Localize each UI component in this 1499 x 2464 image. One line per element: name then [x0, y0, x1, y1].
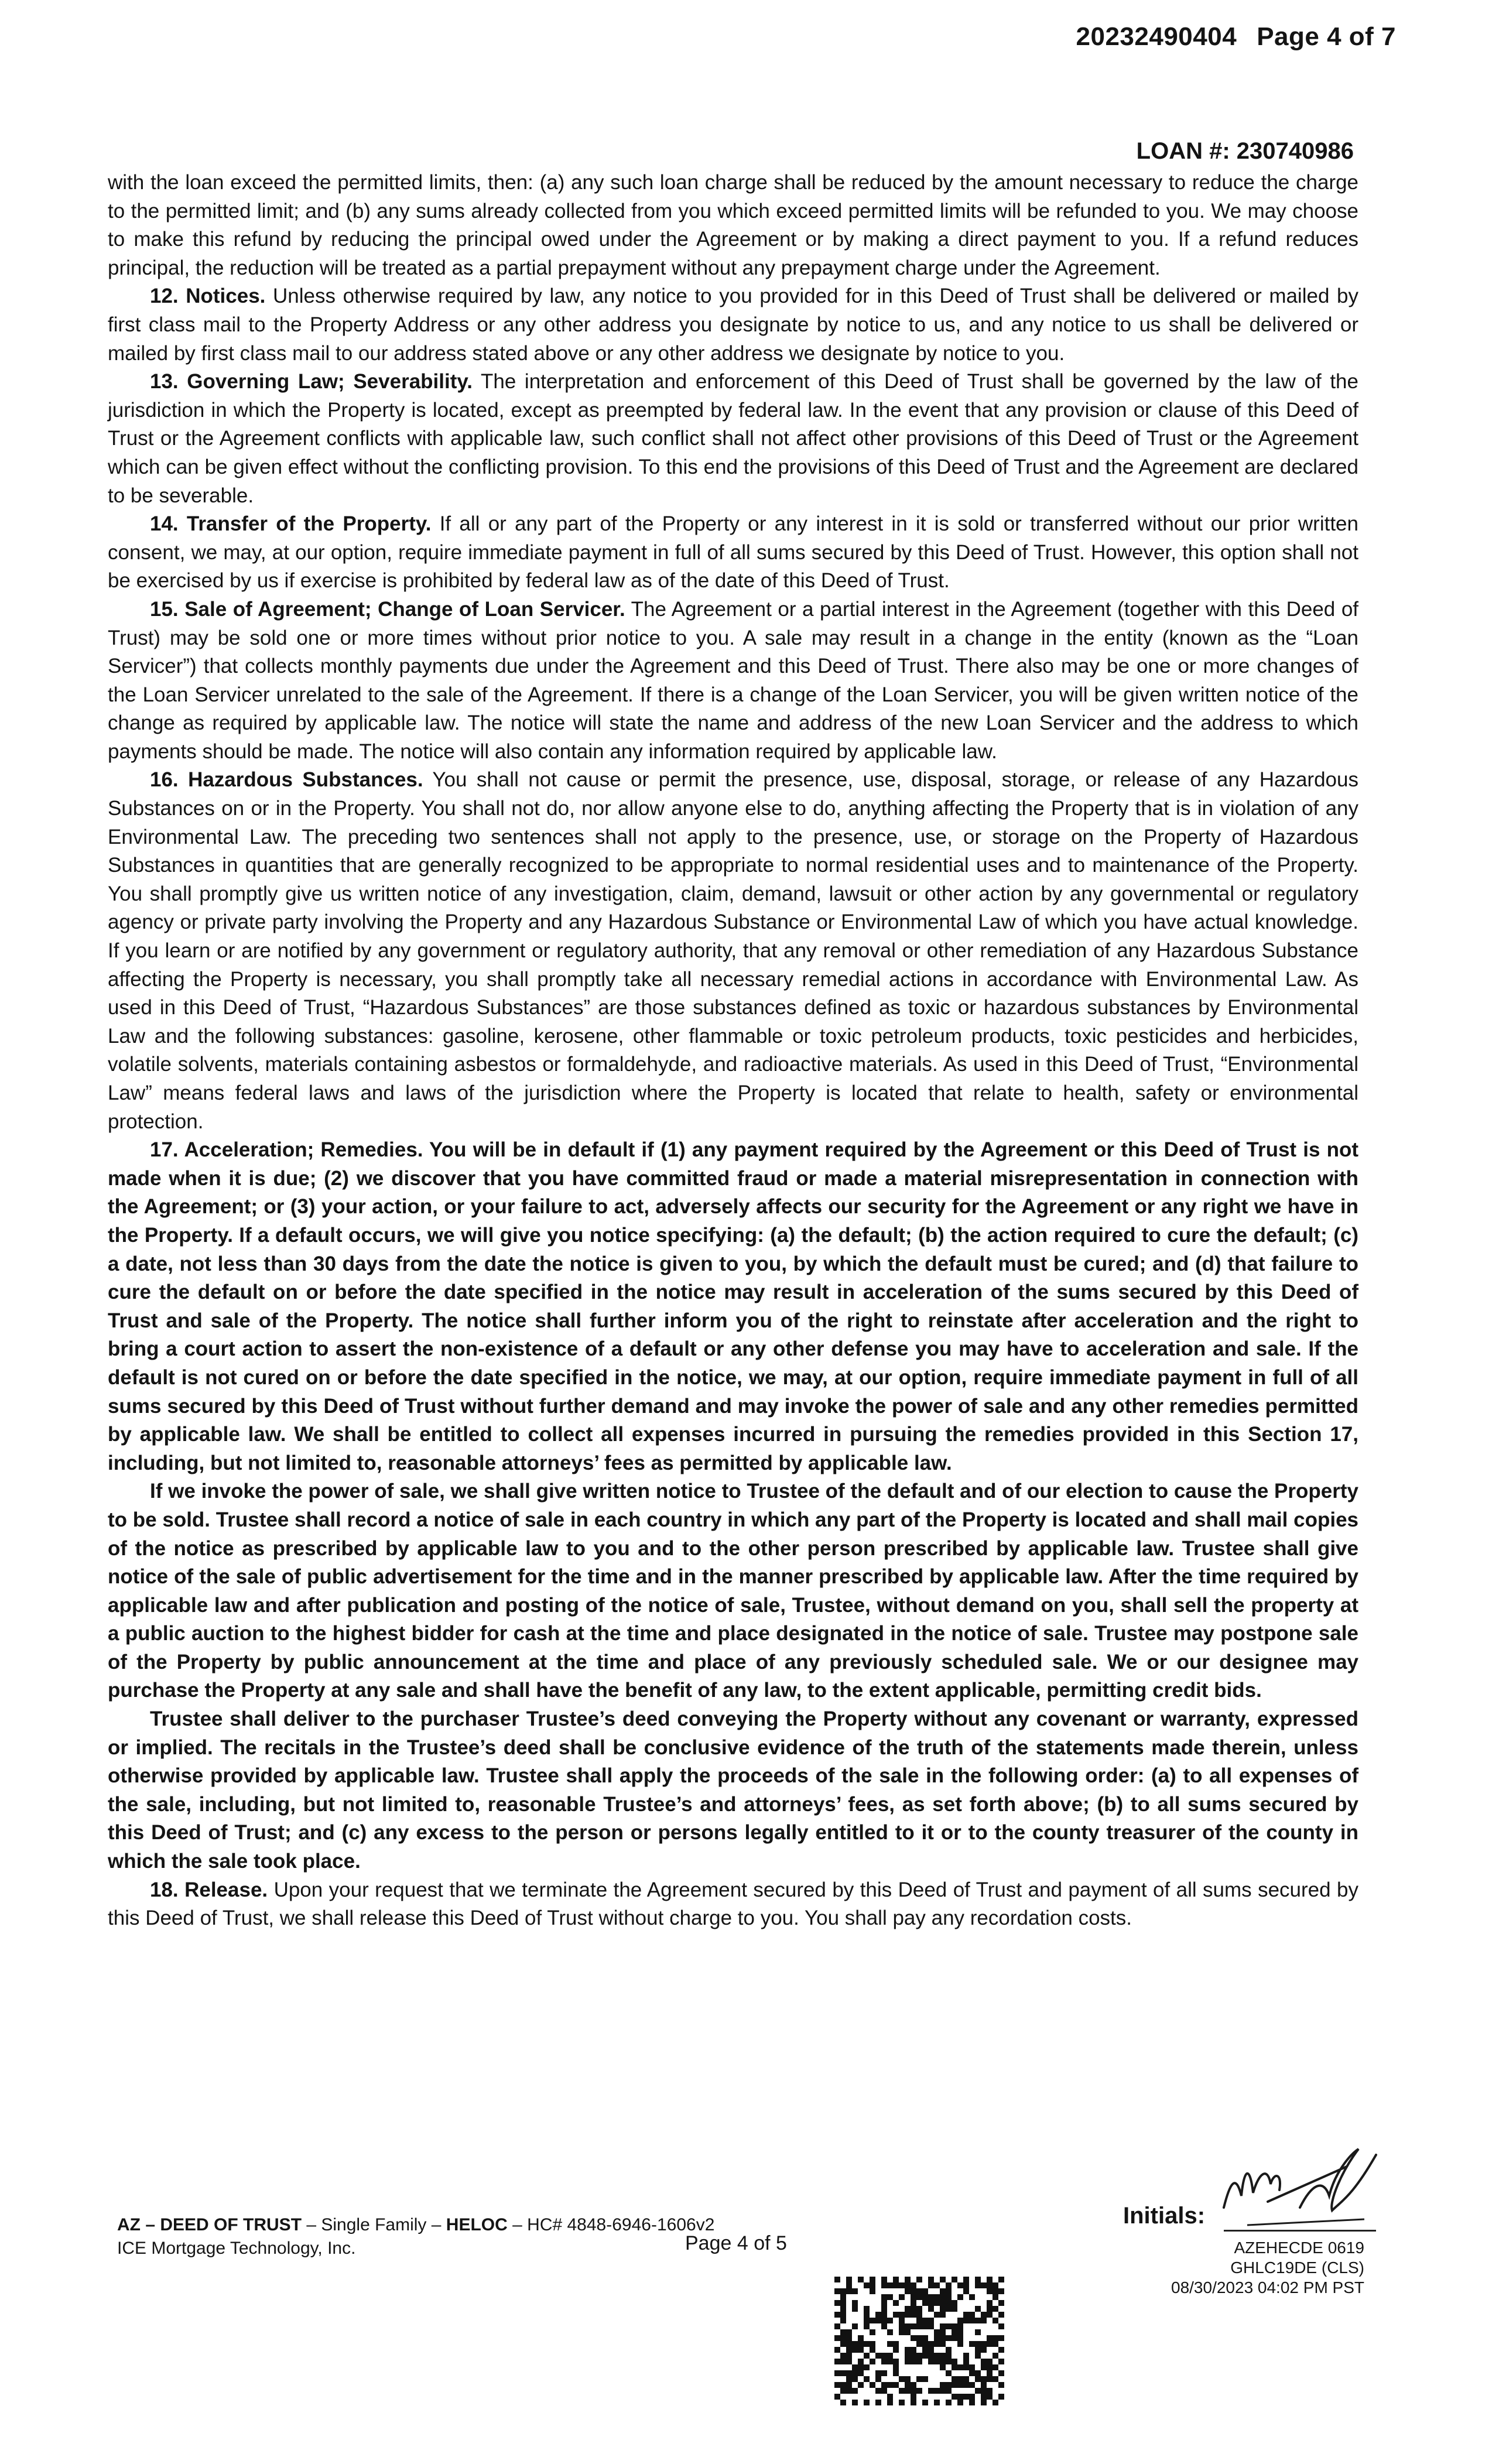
form-code: AZEHECDE 0619 [1234, 2239, 1364, 2257]
form-title: AZ – DEED OF TRUST – Single Family – HELOC – HC# 4848-6946-1606v2 [117, 2215, 715, 2234]
paragraph-text: The interpretation and enforcement of this Deed of Trust shall be governed by the law of the jurisdiction in which the Property is located, except as preempted by federal law. In the event that any provision or clause of this Deed of Trust or the Agreement conflicts with applicable law, such conflict shall not affect other provisions of this Deed of Trust or the Agreement which can be given effect without the conflicting provision. To this end the provisions of this Deed of Trust and the Agreement are declared to be severable. [108, 370, 1358, 507]
paragraph-text: Unless otherwise required by law, any notice to you provided for in this Deed of Trust shall be delivered or mailed by first class mail to the Property Address or any other address you designate by notice to us, and any notice to us shall be delivered or mailed by first class mail to our address stated above or any other address we designate by notice to you. [108, 285, 1358, 365]
section-heading: 18. Release. [150, 1878, 268, 1901]
deed-body [108, 169, 1358, 1933]
paragraph [108, 596, 1358, 766]
section-heading: 12. Notices. [150, 285, 266, 308]
paragraph-text: If all or any part of the Property or any interest in it is sold or transferred without our prior written consent, we may, at our option, require immediate payment in full of all sums secured by this Deed of Trust. However, this option shall not be exercised by us if exercise is prohibited by federal law as of the date of this Deed of Trust. [108, 512, 1358, 593]
paragraph [108, 169, 1358, 282]
paragraph-text: with the loan exceed the permitted limits, then: (a) any such loan charge shall be reduced by the amount necessary to reduce the charge to the permitted limit; and (b) any sums already collected from you which exceed permitted limits will be refunded to you. We may choose to make this refund by reducing the principal owed under the Agreement or by making a direct payment to you. If a refund reduces principal, the reduction will be treated as a partial prepayment without any prepayment charge under the Agreement. [108, 171, 1358, 279]
paragraph-text: You shall not cause or permit the presence, use, disposal, storage, or release of any Hazardous Substances on or in the Property. You shall not do, nor allow anyone else to do, anything affecting the Property that is in violation of any Environmental Law. The preceding two sentences shall not apply to the presence, use, or storage on the Property of Hazardous Substances in quantities that are generally recognized to be appropriate to normal residential uses and to maintenance of the Property. You shall promptly give us written notice of any investigation, claim, demand, lawsuit or other action by any governmental or regulatory agency or private party involving the Property and any Hazardous Substance or Environmental Law of which you have actual knowledge. If you learn or are notified by any government or regulatory authority, that any removal or other remediation of any Hazardous Substance affecting the Property is necessary, you shall promptly take all necessary remedial actions in accordance with Environmental Law. As used in this Deed of Trust, “Hazardous Substances” are those substances defined as toxic or hazardous substances by Environmental Law and the following substances: gasoline, kerosene, other flammable or toxic petroleum products, toxic pesticides and herbicides, volatile solvents, materials containing asbestos or formaldehyde, and radioactive materials. As used in this Deed of Trust, “Environmental Law” means federal laws and laws of the jurisdiction where the Property is located that relate to health, safety or environmental protection. [108, 768, 1358, 1133]
page-number: Page 4 of 5 [685, 2232, 787, 2254]
initials-label: Initials: [1123, 2203, 1206, 2229]
recording-header [1076, 22, 1397, 52]
handwritten-initials-signature [1212, 2131, 1388, 2249]
paragraph-text: You will be in default if (1) any payment required by the Agreement or this Deed of Trust is not made when it is due; (2) we discover that you have committed fraud or made a material misrepresentation in connection with the Agreement; or (3) your action, or your failure to act, adversely affects our security for the Agreement or any right we have in the Property. If a default occurs, we will give you notice specifying: (a) the default; (b) the action required to cure the default; (c) a date, not less than 30 days from the date the notice is given to you, by which the default must be cured; and (d) that failure to cure the default on or before the date specified in the notice may result in acceleration of the sums secured by this Deed of Trust and sale of the Property. The notice shall further inform you of the right to reinstate after acceleration and the right to bring a court action to assert the non-existence of a default or any other defense you may have to acceleration and sale. If the default is not cured on or before the date specified in the notice, we may, at our option, require immediate payment in full of all sums secured by this Deed of Trust without further demand and may invoke the power of sale and any other remedies permitted by applicable law. We shall be entitled to collect all expenses incurred in pursuing the remedies provided in this Section 17, including, but not limited to, reasonable attorneys’ fees as permitted by applicable law. [108, 1138, 1358, 1474]
paragraph [108, 1705, 1358, 1876]
paragraph-text: Upon your request that we terminate the Agreement secured by this Deed of Trust and payment of all sums secured by this Deed of Trust, we shall release this Deed of Trust without charge to you. You shall pay any recordation costs. [108, 1878, 1359, 1930]
document-number: 20232490404 [1076, 22, 1237, 51]
form-footer [117, 2213, 714, 2260]
form-version: GHLC19DE (CLS) [1230, 2258, 1364, 2277]
section-heading: 13. Governing Law; Severability. [150, 370, 473, 393]
loan-number: LOAN #: 230740986 [1136, 138, 1354, 164]
section-heading: 16. Hazardous Substances. [150, 768, 423, 792]
company-name: ICE Mortgage Technology, Inc. [117, 2239, 356, 2258]
section-heading: 15. Sale of Agreement; Change of Loan Servicer. [150, 597, 625, 621]
section-heading: 17. Acceleration; Remedies. [150, 1138, 423, 1162]
form-codes [1171, 2238, 1364, 2298]
paragraph [108, 510, 1358, 596]
paragraph [108, 1477, 1358, 1705]
print-timestamp: 08/30/2023 04:02 PM PST [1171, 2278, 1364, 2297]
paragraph [108, 368, 1358, 510]
paragraph [108, 1876, 1358, 1933]
paragraph [108, 766, 1358, 1136]
paragraph [108, 282, 1358, 368]
paragraph [108, 1136, 1358, 1477]
barcode-icon [834, 2277, 1004, 2405]
paragraph-text: The Agreement or a partial interest in the Agreement (together with this Deed of Trust) may be sold one or more times without prior notice to you. A sale may result in a change in the entity (known as the “Loan Servicer”) that collects monthly payments due under the Agreement and this Deed of Trust. There also may be one or more changes of the Loan Servicer unrelated to the sale of the Agreement. If there is a change of the Loan Servicer, you will be given written notice of the change as required by applicable law. The notice will state the name and address of the new Loan Servicer and the address to which payments should be made. The notice will also contain any information required by applicable law. [108, 597, 1359, 763]
recording-page-number: Page 4 of 7 [1257, 22, 1396, 51]
paragraph-text: Trustee shall deliver to the purchaser Trustee’s deed conveying the Property without any covenant or warranty, expressed or implied. The recitals in the Trustee’s deed shall be conclusive evidence of the truth of the statements made therein, unless otherwise provided by applicable law. Trustee shall apply the proceeds of the sale in the following order: (a) to all expenses of the sale, including, but not limited to, reasonable Trustee’s and attorneys’ fees, as set forth above; (b) to all sums secured by this Deed of Trust; and (c) any excess to the person or persons legally entitled to it or to the county treasurer of the county in which the sale took place. [108, 1707, 1358, 1873]
paragraph-text: If we invoke the power of sale, we shall give written notice to Trustee of the default and of our election to cause the Property to be sold. Trustee shall record a notice of sale in each country in which any part of the Property is located and shall mail copies of the notice as prescribed by applicable law to you and to the other person prescribed by applicable law. Trustee shall give notice of the sale of public advertisement for the time and in the manner prescribed by applicable law. After the time required by applicable law and after publication and posting of the notice of sale, Trustee, without demand on you, shall sell the property at a public auction to the highest bidder for cash at the time and place designated in the notice of sale. Trustee may postpone sale of the Property by public announcement at the time and place of any previously scheduled sale. We or our designee may purchase the Property at any sale and shall have the benefit of any law, to the extent applicable, permitting credit bids. [108, 1480, 1358, 1702]
section-heading: 14. Transfer of the Property. [150, 512, 432, 536]
